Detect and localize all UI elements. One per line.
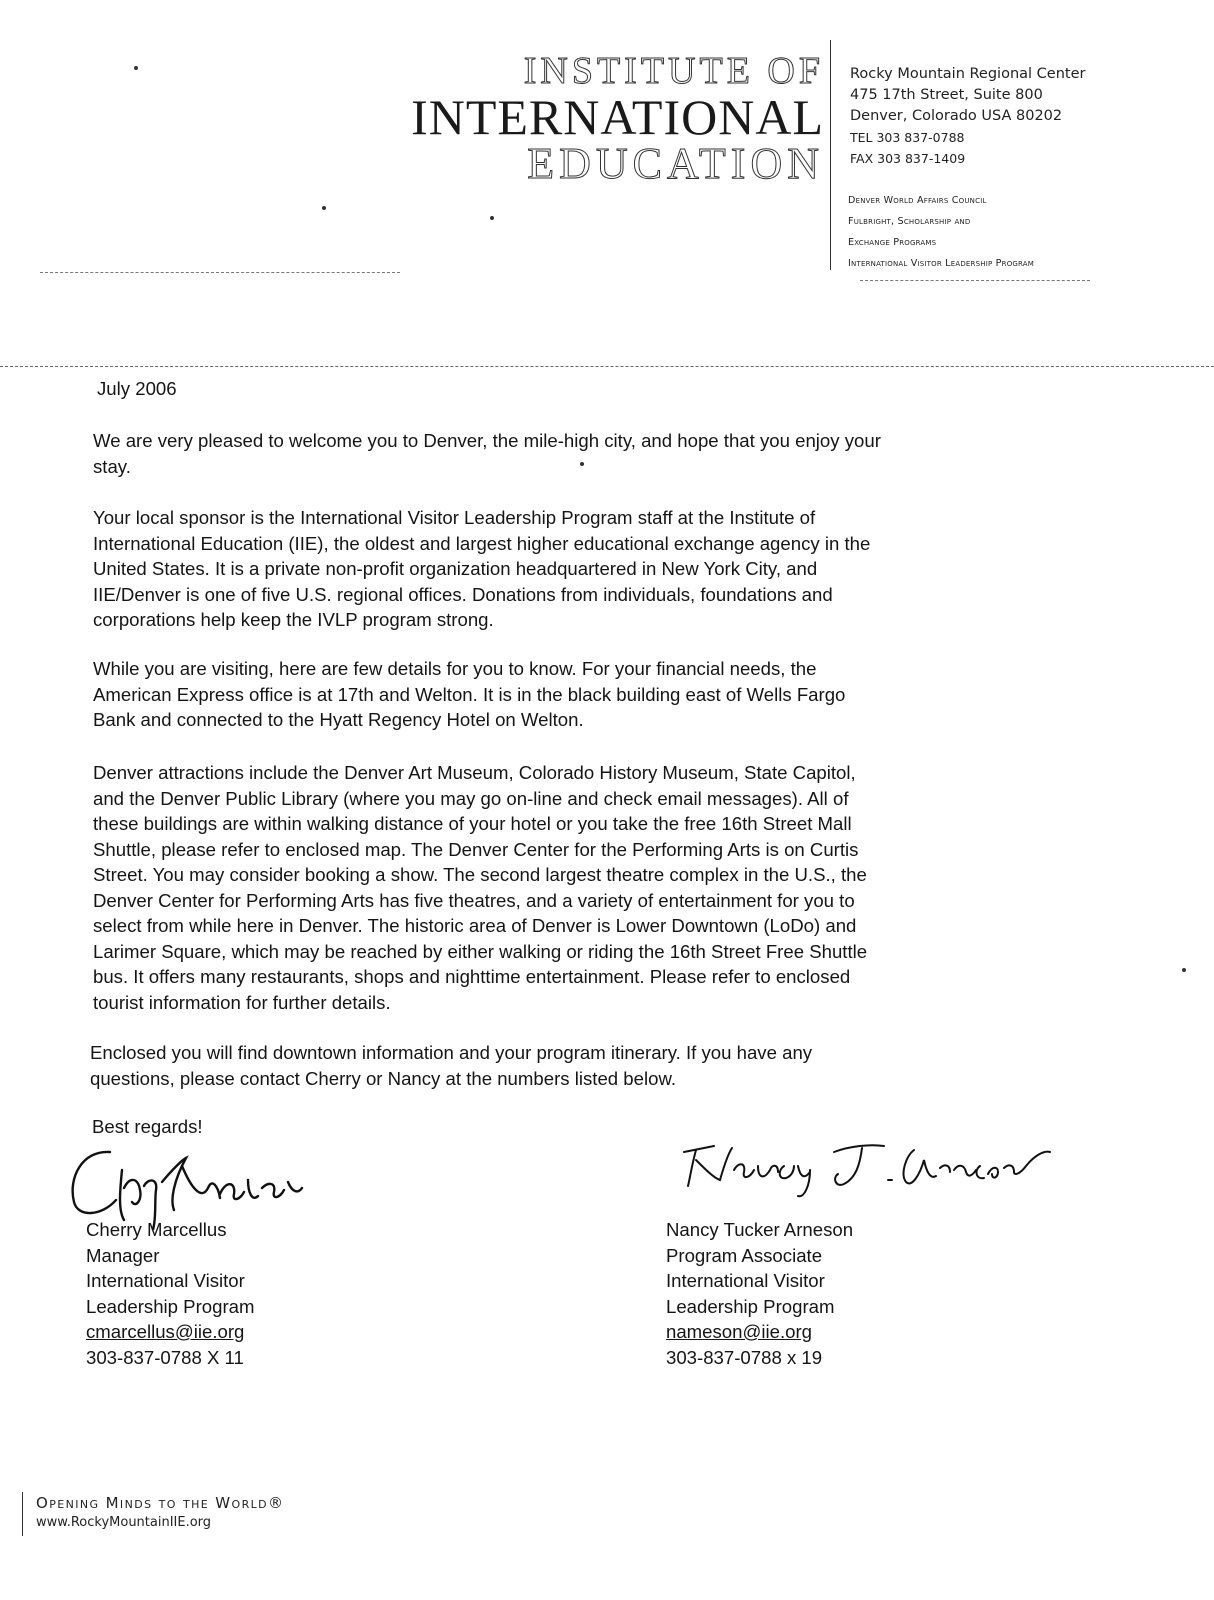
program-item: Exchange Programs: [848, 237, 937, 248]
paragraph-line: these buildings are within walking distance of your hotel or you take the free 16th Street Mall: [93, 813, 852, 834]
signatory-email-link[interactable]: cmarcellus@iie.org: [86, 1321, 245, 1342]
paragraph-line: stay.: [93, 455, 131, 477]
signatory-org-line: Leadership Program: [86, 1295, 255, 1317]
signatory-org-line: Leadership Program: [666, 1295, 835, 1317]
paragraph-line: questions, please contact Cherry or Nancy at the numbers listed below.: [90, 1067, 677, 1089]
letter-date: July 2006: [97, 378, 177, 399]
scan-speck: [134, 66, 138, 70]
iie-logo: [372, 50, 824, 188]
signatory-org-line: International Visitor: [666, 1270, 825, 1291]
paragraph-line: We are very pleased to welcome you to Denver, the mile-high city, and hope that you enjoy your: [93, 430, 881, 451]
regional-center-name: Rocky Mountain Regional Center: [850, 66, 1086, 82]
paragraph-line: Your local sponsor is the International Visitor Leadership Program staff at the Institute of: [93, 507, 816, 528]
paragraph-line: and the Denver Public Library (where you may go on-line and check email messages). All of: [93, 787, 849, 809]
paragraph-line: International Education (IIE), the oldest and largest higher educational exchange agency in the: [93, 532, 871, 554]
signature-cherry-marcellus: [62, 1130, 312, 1230]
paragraph-line: Enclosed you will find downtown information and your program itinerary. If you have any: [90, 1042, 813, 1063]
paragraph-line: While you are visiting, here are few details for you to know. For your financial needs, the: [93, 658, 817, 679]
program-list: [848, 190, 1198, 274]
paragraph-financial: [93, 656, 1093, 733]
footer-divider: [22, 1492, 23, 1536]
signature-nancy-arneson: [674, 1130, 1054, 1200]
paragraph-line: Denver attractions include the Denver Art Museum, Colorado History Museum, State Capitol,: [93, 762, 856, 783]
signatory-org-line: International Visitor: [86, 1270, 245, 1291]
paragraph-line: Denver Center for Performing Arts has five theatres, and a variety of entertainment for you to: [93, 889, 855, 911]
scan-artifact: [40, 272, 400, 273]
paragraph-line: corporations help keep the IVLP program strong.: [93, 609, 494, 630]
paragraph-line: Bank and connected to the Hyatt Regency Hotel on Welton.: [93, 709, 584, 730]
paragraph-line: Shuttle, please refer to enclosed map. The Denver Center for the Performing Arts is on Curtis: [93, 838, 859, 860]
paragraph-line: bus. It offers many restaurants, shops and nighttime entertainment. Please refer to enclosed: [93, 966, 851, 987]
paragraph-line: American Express office is at 17th and Welton. It is in the black building east of Wells Fargo: [93, 683, 846, 705]
letterhead-divider: [830, 40, 831, 270]
office-address: [850, 64, 1190, 169]
signatory-title: Manager: [86, 1244, 160, 1266]
program-item: Denver World Affairs Council: [848, 195, 987, 206]
signatory-email-link[interactable]: nameson@iie.org: [666, 1321, 813, 1342]
fax: FAX 303 837-1409: [850, 151, 966, 166]
paragraph-welcome: [93, 428, 1093, 479]
closing-salutation: Best regards!: [92, 1116, 203, 1137]
signatory-phone: 303-837-0788 X 11: [86, 1346, 244, 1368]
paragraph-line: select from while here in Denver. The historic area of Denver is Lower Downtown (LoDo) and: [93, 915, 857, 936]
signatory-cherry: [86, 1217, 254, 1370]
signatory-nancy: [666, 1217, 853, 1370]
logo-line-institute: INSTITUTE OF: [523, 50, 824, 92]
signatory-name: Nancy Tucker Arneson: [666, 1219, 854, 1240]
program-item: Fulbright, Scholarship and: [848, 216, 971, 227]
street-address: 475 17th Street, Suite 800: [850, 87, 1043, 103]
paragraph-line: IIE/Denver is one of five U.S. regional offices. Donations from individuals, foundations and: [93, 583, 833, 605]
logo-line-education: EDUCATION: [527, 139, 824, 188]
paragraph-attractions: [93, 760, 1093, 1015]
scan-speck: [322, 206, 326, 210]
paragraph-enclosed: [90, 1040, 1090, 1091]
paragraph-line: tourist information for further details.: [93, 991, 391, 1013]
scan-speck: [1182, 968, 1186, 972]
paragraph-sponsor: [93, 505, 1093, 633]
signatory-title: Program Associate: [666, 1244, 823, 1266]
scan-artifact: [860, 280, 1090, 281]
paragraph-line: United States. It is a private non-profit organization headquartered in New York City, and: [93, 558, 818, 579]
footer-tagline: Opening Minds to the World®: [36, 1494, 285, 1512]
signatory-name: Cherry Marcellus: [86, 1219, 227, 1240]
paragraph-line: Street. You may consider booking a show. The second largest theatre complex in the U.S., the: [93, 864, 867, 885]
logo-line-international: INTERNATIONAL: [411, 89, 824, 145]
telephone: TEL 303 837-0788: [850, 130, 965, 145]
scan-speck: [490, 216, 494, 220]
city-address: Denver, Colorado USA 80202: [850, 108, 1063, 124]
program-item: International Visitor Leadership Program: [848, 258, 1035, 269]
signatory-phone: 303-837-0788 x 19: [666, 1346, 823, 1368]
header-separator: [0, 366, 1214, 367]
footer-website-link[interactable]: www.RockyMountainIIE.org: [36, 1515, 212, 1530]
paragraph-line: Larimer Square, which may be reached by either walking or riding the 16th Street Free Shuttle: [93, 940, 868, 962]
